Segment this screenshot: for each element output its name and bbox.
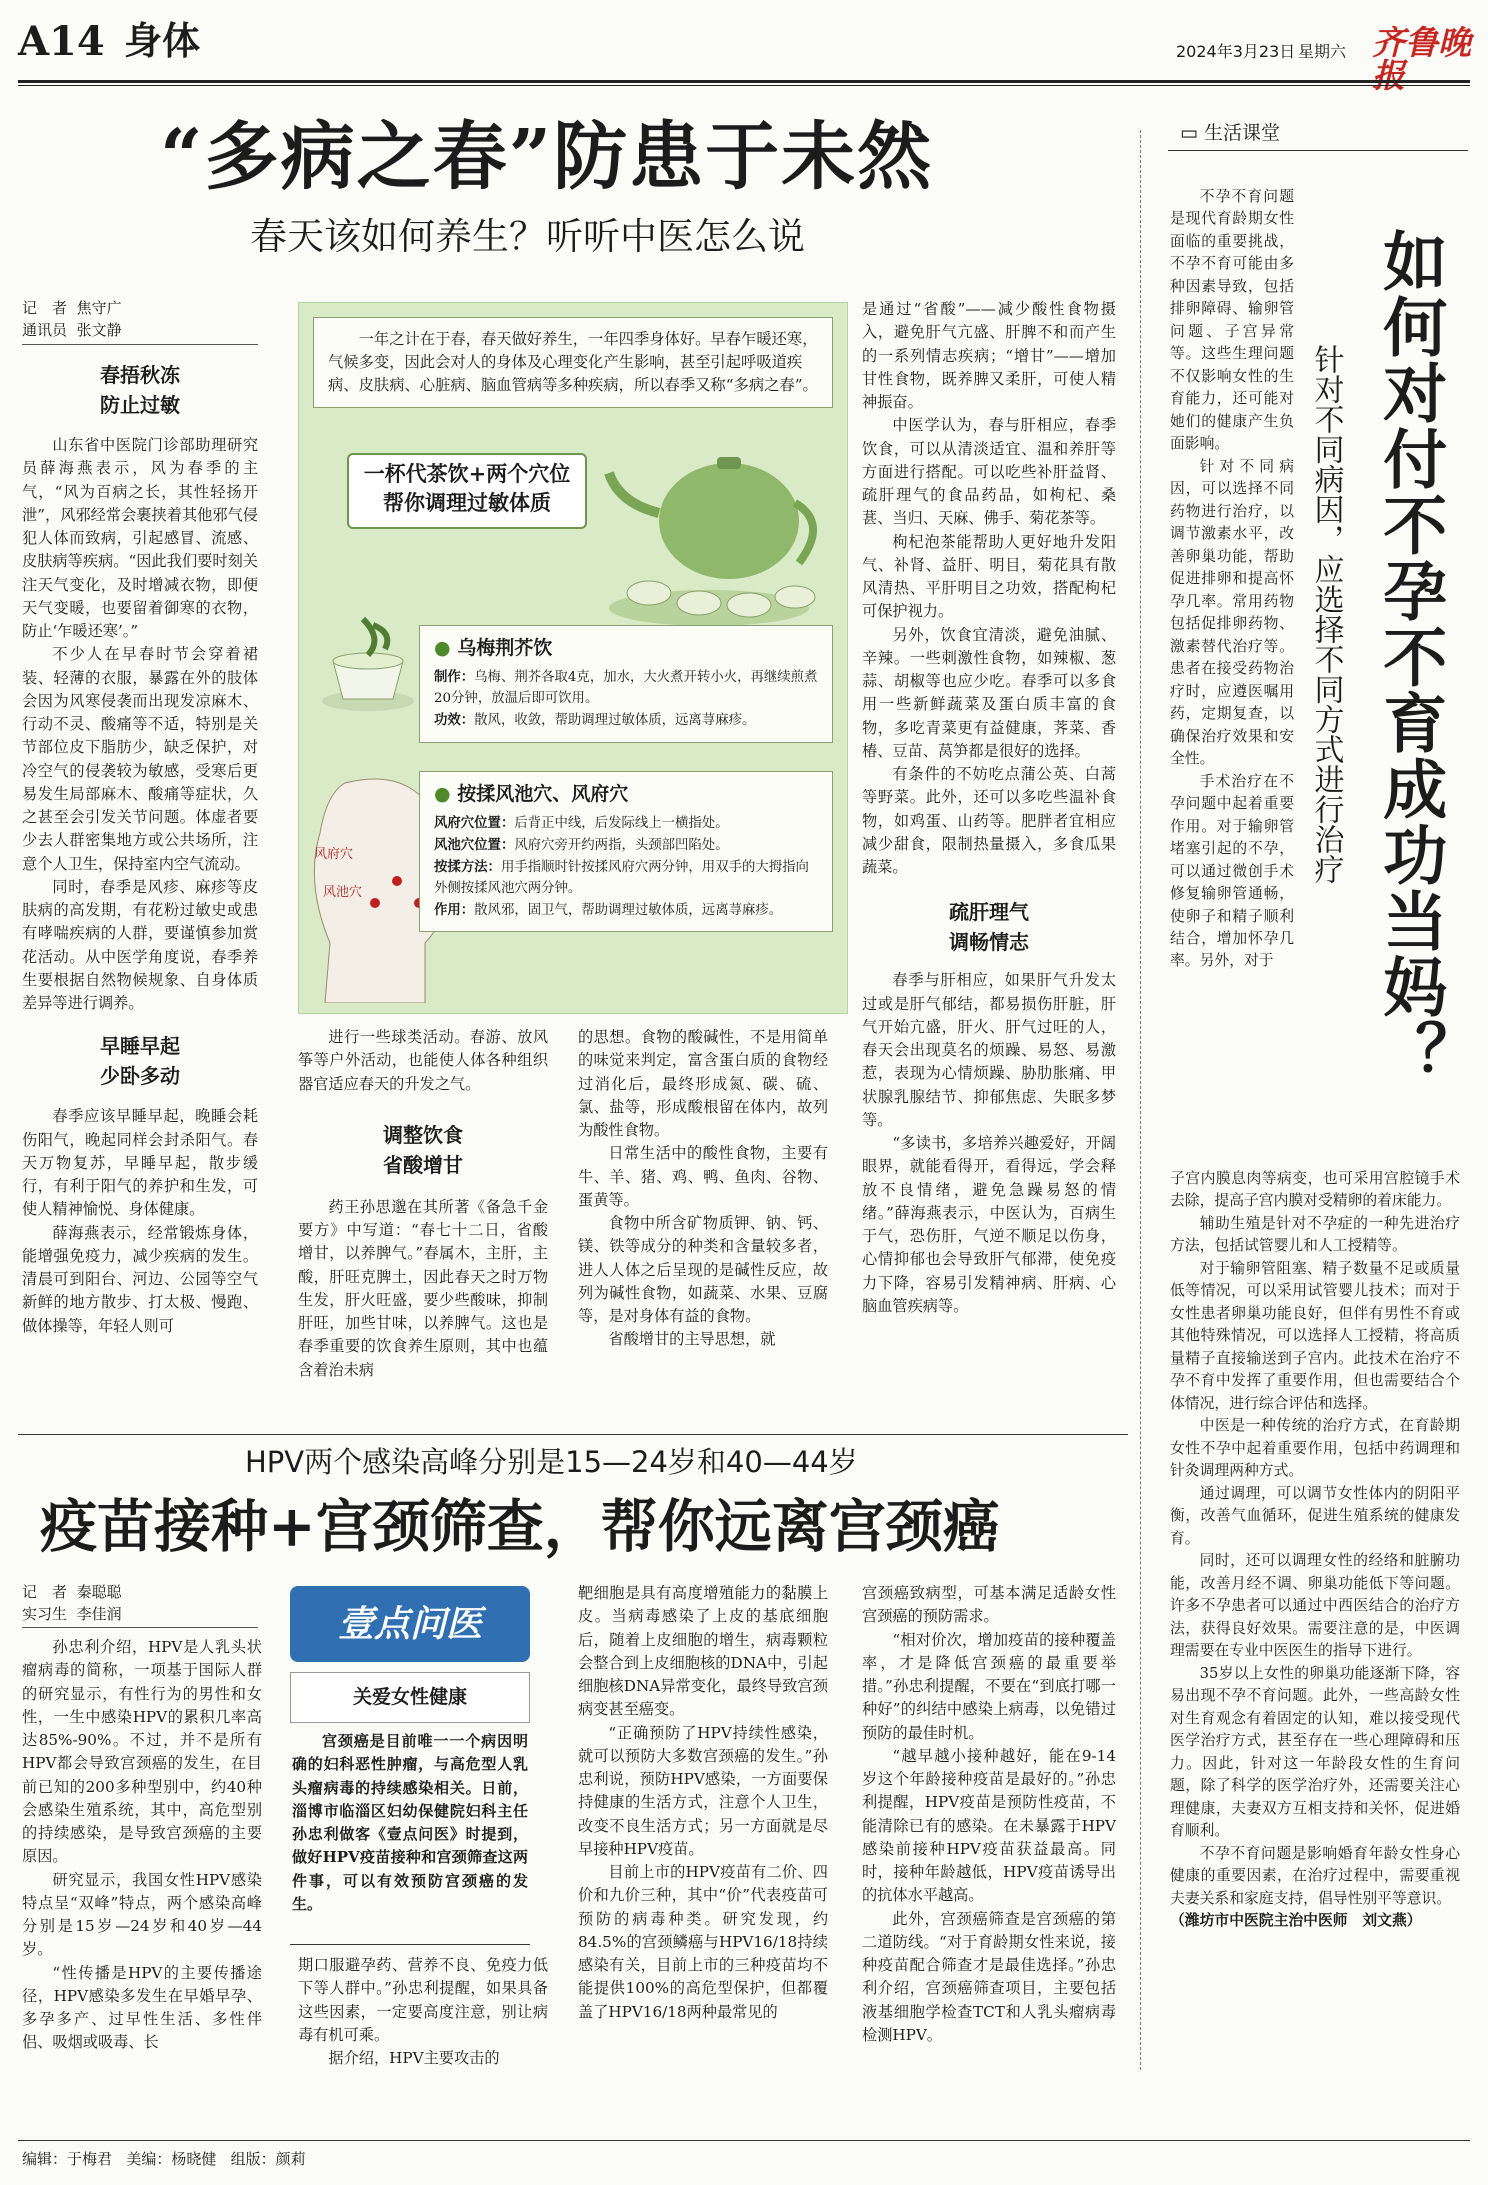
heading-shugan: 疏肝理气 调畅情志 (949, 900, 1029, 955)
article2-title: 疫苗接种+宫颈筛查，帮你远离宫颈癌 (40, 1493, 1000, 1560)
issue-weekday: 星期六 (1298, 42, 1347, 61)
masthead-rule (18, 80, 1470, 83)
paper-logo: 齐鲁晚报 (1372, 23, 1471, 95)
teapot-illustration (599, 443, 839, 633)
article2-kicker: HPV两个感染高峰分别是15—24岁和40—44岁 (245, 1445, 858, 1479)
box-title: 关爱女性健康 (290, 1672, 530, 1723)
article1-col4: 是通过“省酸”——减少酸性食物摄入，避免肝气亢盛、肝脾不和而产生的一系列情志疾病；“增甘”——增加甘性食物，既养脾又柔肝，可使人精神振奋。 中医学认为，春与肝相应，春季饮食，可以从清淡适宜、温和养肝等方面进行搭配。可以吃些补肝益肾、疏肝理气的食品药品，如枸杞、桑葚、当归、天麻、佛手、菊花茶等。 枸杞泡茶能帮助人更好地升发阳气、补肾、益肝、明目，菊花具有散风清热、平肝明目之功效，搭配枸杞可保护视力。 另外，饮食宜清淡，避免油腻、辛辣。一些刺激性食物，如辣椒、葱蒜、胡椒等也应少吃。春季可以多食用一些新鲜蔬菜及蛋白质丰富的食物，多吃青菜更有益健康，荠菜、香椿、豆苗、莴笋都是很好的选择。 有条件的不妨吃点蒲公英、白蒿等野菜。此外，还可以多吃些温补食物，如鸡蛋、山药等。肥胖者宜相应减少甜食，限制热量摄入，多食瓜果蔬菜。 疏肝理气 调畅情志 春季与肝相应，如果肝气升发太过或是肝气郁结，都易损伤肝脏，肝气开始亢盛，肝火、肝气过旺的人，春天会出现莫名的烦躁、易怒、易激惹，表现为心情烦躁、胁肋胀痛、甲状腺乳腺结节、抑郁焦虑、失眠多梦等。 “多读书，多培养兴趣爱好，开阔眼界，就能看得开，看得远，学会释放不良情绪，避免急躁易怒的情绪。”薛海燕表示，中医认为，百病生于气，恐伤肝，气逆不顺足以伤身，心情抑郁也会导致肝气郁滞，使免疫力下降，容易引发精神病、肝病、心脑血管疾病等。 (862, 300, 1116, 1315)
footer-rule (18, 2140, 1470, 2141)
article2-col4: 宫颈癌致病型，可基本满足适龄女性宫颈癌的预防需求。 “相对价次，增加疫苗的接种覆盖率，才是降低宫颈癌的最重要举措。”孙忠利提醒，不要在“到底打哪一种好”的纠结中感染上病毒，以免错过预防的最佳时机。 “越早越小接种越好，能在9-14岁这个年龄接种疫苗是最好的。”孙忠利提醒，HPV疫苗是预防性疫苗，不能清除已有的感染。在未暴露于HPV感染前接种HPV疫苗获益最高。同时，接种年龄越低，HPV疫苗诱导出的抗体水平越高。 此外，宫颈癌筛查是宫颈癌的第二道防线。“对于育龄期女性来说，接种疫苗配合筛查才是最佳选择。”孙忠利介绍，宫颈癌筛查项目，主要包括液基细胞学检查TCT和人乳头瘤病毒检测HPV。 (862, 1584, 1116, 2044)
article1-col1: 春捂秋冻 防止过敏 山东省中医院门诊部助理研究员薛海燕表示，风为春季的主气，“风为百病之长，其性轻扬开泄”，风邪经常会裹挟着其他邪气侵犯人体而致病，引起感冒、流感、皮肤病等疾病。“因此我们要时刻关注天气变化，及时增减衣物，即便天气变暖，也要留着御寒的衣物，防止‘乍暖还寒’。” 不少人在早春时节会穿着裙装、轻薄的衣服，暴露在外的肢体会因为风寒侵袭而出现发凉麻木、行动不灵、酸痛等不适，特别是关节部位皮下脂肪少，缺乏保护，对冷空气的侵袭较为敏感，受寒后更易发生局部麻木、酸痛等症状，久之甚至会引发关节问题。体虚者要少去人群密集地方或公共场所，注意个人卫生，保持室内空气流动。 同时，春季是风疹、麻疹等皮肤病的高发期，有花粉过敏史或患有哮喘疾病的人群，要谨慎参加赏花活动。从中医学角度说，春季养生要根据自然物候规象、自身体质差异等进行调养。 早睡早起 少卧多动 春季应该早睡早起，晚睡会耗伤阳气，晚起同样会封杀阳气。春天万物复苏，早睡早起，散步缓行，有利于阳气的养护和生发，可使人精神愉悦、身体健康。 薛海燕表示，经常锻炼身体，能增强免疫力，减少疾病的发生。清晨可到阳台、河边、公园等空气新鲜的地方散步、打太极、慢跑、做体操等，年轻人则可 (22, 360, 258, 1338)
article1-col2: 进行一些球类活动。春游、放风筝等户外活动，也能使人体各种组织器官适应春天的升发之气。 调整饮食 省酸增甘 药王孙思邈在其所著《备急千金要方》中写道：“春七十二日，省酸增甘，以养脾气。”春属木，主肝，主酸，肝旺克脾土，因此春天之时万物生发，肝火旺盛，要少些酸味，抑制肝旺，加些甘味，以养脾气。这也是春季重要的饮食养生原则，其中也蕴含着治未病 (298, 1028, 548, 1379)
side-wide-text: 子宫内膜息肉等病变，也可采用宫腔镜手术去除，提高子宫内膜对受精卵的着床能力。 辅助生殖是针对不孕症的一种先进治疗方法，包括试管婴儿和人工授精等。 对于输卵管阻塞、精子数量不足或质量低等情况，可以采用试管婴儿技术；而对于女性患者卵巢功能良好，但伴有男性不育或其他特殊情况，可以选择人工授精，将高质量精子直接输送到子宫内。此技术在治疗不孕不育中发挥了重要作用，但也需要结合个体情况，进行综合评估和选择。 中医是一种传统的治疗方式，在育龄期女性不孕中起着重要作用，包括中药调理和针灸调理两种方式。 通过调理，可以调节女性体内的阴阳平衡，改善气血循环，促进生殖系统的健康发育。 同时，还可以调理女性的经络和脏腑功能，改善月经不调、卵巢功能低下等问题。许多不孕患者可以通过中西医结合的治疗方法，获得良好效果。需要注意的是，中医调理需要在专业中医医生的指导下进行。 35岁以上女性的卵巢功能逐渐下降，容易出现不孕不育问题。此外，一些高龄女性对生育观念有着固定的认知，难以接受现代医学治疗方式，甚至存在一些心理障碍和压力。因此，针对这一年龄段女性的生育问题，除了科学的医学治疗外，还需要关注心理健康，夫妻双方互相支持和关怀，促进婚育顺利。 不孕不育问题是影响婚育年龄女性身心健康的重要因素，在治疗过程中，需要重视夫妻关系和家庭支持，倡导性别平等意识。 （潍坊市中医院主治中医师 刘文燕） (1170, 1168, 1460, 1932)
heading-yinshi: 调整饮食 省酸增甘 (383, 1122, 463, 1177)
recipe-box: ● 乌梅荆芥饮 制作：乌梅、荆芥各取4克，加水，大火煮开转小火，再继续煎煮20分钟，放温后即可饮用。 功效：散风，收敛，帮助调理过敏体质，远离荨麻疹。 (419, 625, 833, 743)
article2-col3: 靶细胞是具有高度增殖能力的黏膜上皮。当病毒感染了上皮的基底细胞后，随着上皮细胞的增生，病毒颗粒会整合到上皮细胞核的DNA中，引起细胞核DNA异常变化，最终导致宫颈病变甚至癌变。 “正确预防了HPV持续性感染，就可以预防大多数宫颈癌的发生。”孙忠利说，预防HPV感染，一方面要保持健康的生活方式，注意个人卫生，改变不良生活方式；另一方面就是尽早接种HPV疫苗。 目前上市的HPV疫苗有二价、四价和九价三种，其中“价”代表疫苗可预防的病毒种类。研究发现，约84.5%的宫颈鳞癌与HPV16/18持续感染有关，目前上市的三种疫苗均不能提供100%的高危型保护，但都覆盖了HPV16/18两种最常见的 (578, 1584, 828, 2021)
side-subtitle: 针对不同病因，应选择不同方式进行治疗 (1308, 344, 1344, 884)
article2-byline: 记 者 秦聪聪 实习生 李佳润 (22, 1583, 122, 1623)
byline-rule (22, 344, 258, 345)
page-number: A14 (18, 18, 105, 65)
side-tag-rule (1168, 150, 1468, 151)
label-fengchi: 风池穴 (323, 885, 363, 900)
article2-col2: 期口服避孕药、营养不良、免疫力低下等人群中。”孙忠利提醒，如果具备这些因素，一定要高度注意，别让病毒有机可乘。 据介绍，HPV主要攻击的 (298, 1956, 548, 2067)
article1-title: “多病之春”防患于未然 (160, 114, 934, 200)
heading-chunbu: 春捂秋冻 防止过敏 (100, 363, 180, 417)
box-logo: 壹点问医 (290, 1586, 530, 1662)
tea-info-box (298, 302, 848, 1014)
masthead-rule-thin (18, 85, 1470, 86)
box-bottom-rule (290, 1944, 530, 1945)
side-narrow-text: 不孕不育问题是现代育龄期女性面临的重要挑战，不孕不育可能由多种因素导致，包括排卵障碍、输卵管问题、子宫异常等。这些生理问题不仅影响女性的生育能力，还可能对她们的健康产生负面影响。 针对不同病因，可以选择不同药物进行治疗，以调节激素水平，改善卵巢功能，帮助促进排卵和提高怀孕几率。常用药物包括促排卵药物、激素替代治疗等。患者在接受药物治疗时，应遵医嘱用药，定期复查，以确保治疗效果和安全性。 手术治疗在不孕问题中起着重要作用。对于输卵管堵塞引起的不孕，可以通过微创手术修复输卵管通畅，使卵子和精子顺利结合，增加怀孕几率。另外，对于 (1170, 188, 1294, 970)
article2-top-rule (18, 1434, 1128, 1435)
label-fengfu: 风府穴 (314, 847, 354, 862)
heading-zaoshui: 早睡早起 少卧多动 (100, 1034, 180, 1089)
side-divider (1140, 130, 1141, 2070)
article1-col3: 的思想。食物的酸碱性，不是用简单的味觉来判定，富含蛋白质的食物经过消化后，最终形成氮、碳、硫、氯、盐等，形成酸根留在体内，故列为酸性食物。 日常生活中的酸性食物，主要有牛、羊、猪、鸡、鸭、鱼肉、谷物、蛋黄等。 食物中所含矿物质钾、钠、钙、镁、铁等成分的种类和含量较多者，进人人体之后呈现的是碱性反应，故列为碱性食物，如蔬菜、水果、豆腐等，是对身体有益的食物。 省酸增甘的主导思想，就 (578, 1028, 828, 1349)
side-title: 如何对付不孕不育成功当妈？ (1372, 228, 1448, 1086)
cup-illustration (313, 609, 423, 719)
side-author: （潍坊市中医院主治中医师 刘文燕） (1170, 1911, 1422, 1929)
box-headline: 一杯代茶饮+两个穴位 帮你调理过敏体质 (347, 453, 587, 529)
byline2-rule (22, 1627, 258, 1628)
article2-col1: 孙忠利介绍，HPV是人乳头状瘤病毒的简称，一项基于国际人群的研究显示，有性行为的男性和女性，一生中感染HPV的累积几率高达85%-90%。不过，并不是所有HPV都会导致宫颈癌的发生，在目前已知的200多种型别中，约40种会感染生殖系统，其中，高危型别的持续感染，是导致宫颈癌的主要原因。 研究显示，我国女性HPV感染特点呈“双峰”特点，两个感染高峰分别是15岁—24岁和40岁—44岁。 “性传播是HPV的主要传播途径，HPV感染多发生在早婚早孕、多孕多产、过早性生活、多性伴侣、吸烟或吸毒、长 (22, 1638, 262, 2052)
acupoint-box: ● 按揉风池穴、风府穴 风府穴位置：后背正中线，后发际线上一横指处。 风池穴位置：风府穴旁开约两指，头颈部凹陷处。 按揉方法：用手指顺时针按揉风府穴两分钟，用双手的大拇指向外侧按揉风池穴两分钟。 作用：散风邪，固卫气，帮助调理过敏体质，远离荨麻疹。 (419, 771, 833, 932)
issue-date: 2024年3月23日 (1176, 42, 1296, 61)
article1-byline: 记 者 焦守广 通讯员 张文静 (22, 299, 122, 339)
section-name: 身体 (124, 18, 201, 63)
article1-subtitle: 春天该如何养生？听听中医怎么说 (250, 215, 805, 258)
side-tag: ▭ 生活课堂 (1180, 122, 1281, 144)
footer-credits: 编辑：于梅君 美编：杨晓健 组版：颜莉 (22, 2150, 306, 2168)
box-intro: 一年之计在于春，春天做好养生，一年四季身体好。早春乍暖还寒，气候多变，因此会对人的身体及心理变化产生影响，甚至引起呼吸道疾病、皮肤病、心脏病、脑血管病等多种疾病，所以春季又称“多病之春”。 (313, 317, 833, 408)
box-text: 宫颈癌是目前唯一一个病因明确的妇科恶性肿瘤，与高危型人乳头瘤病毒的持续感染相关。日前，淄博市临淄区妇幼保健院妇科主任孙忠利做客《壹点问医》时提到，做好HPV疫苗接种和宫颈筛查这两件事，可以有效预防宫颈癌的发生。 (292, 1732, 528, 1913)
